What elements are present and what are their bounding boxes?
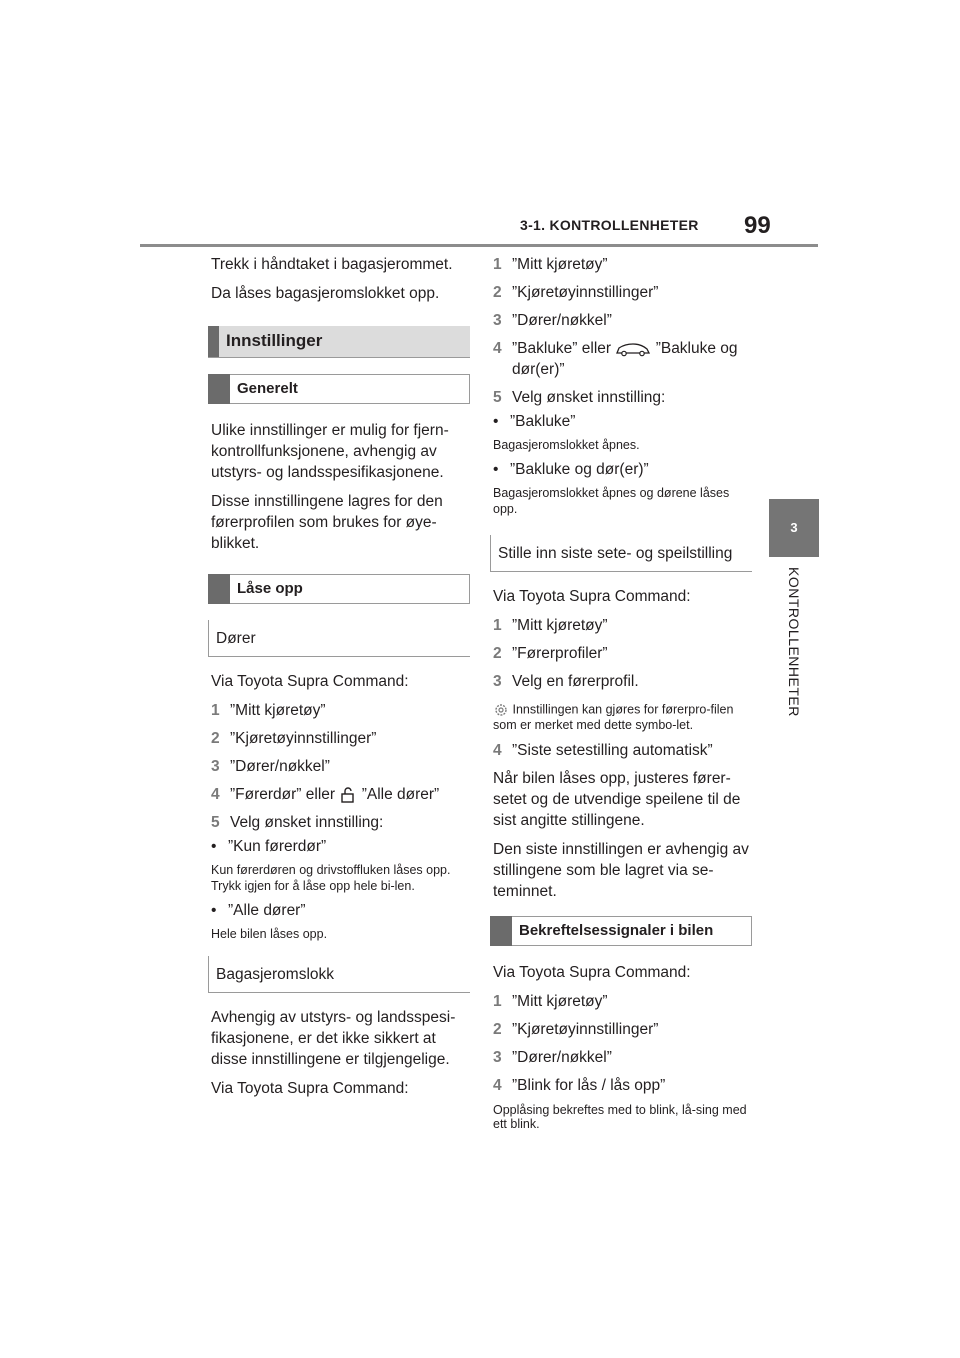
step-number: 2: [493, 1021, 502, 1038]
step-item: [211, 756, 470, 777]
bullet-dot: •: [211, 838, 217, 855]
intro-text-2: Da låses bagasjeromslokket opp.: [211, 285, 440, 302]
step-item: [211, 728, 470, 749]
intro-text-1: Trekk i håndtaket i bagasjerommet.: [211, 256, 453, 273]
subheading-generelt: [208, 374, 470, 404]
doerer-via: Via Toyota Supra Command:: [211, 673, 409, 690]
subsubheading-bagasjeromslokk: [208, 956, 470, 993]
step-item: [493, 991, 752, 1012]
subsubheading-stille: [490, 535, 752, 572]
step-text: ”Siste setestilling automatisk”: [512, 742, 713, 759]
bullet-item: [493, 411, 752, 432]
step-text-part: ”Bakluke” eller: [512, 340, 612, 357]
profile-note: [493, 702, 752, 732]
step-item: [493, 338, 752, 380]
step-item: [493, 740, 752, 761]
step-text: [512, 338, 752, 380]
stille-paragraph-2: Den siste innstillingen er avhengig av stillingene som ble lagret via se-teminnet.: [493, 841, 749, 900]
generelt-paragraph-2: Disse innstillingene lagres for den førerprofilen som brukes for øye-blikket.: [211, 493, 443, 552]
bullet-dot: •: [493, 413, 499, 430]
bullet-text: ”Kun førerdør”: [228, 838, 327, 855]
step-item: [493, 615, 752, 636]
bekreft-note: Opplåsing bekreftes med to blink, lå-sing med ett blink.: [493, 1103, 747, 1131]
subheading-text: Bekreftelsessignaler i bilen: [519, 922, 714, 939]
right-column: [490, 254, 752, 1137]
step-item: [493, 254, 752, 275]
step-number: 2: [211, 730, 220, 747]
subsubheading-text: Stille inn siste sete- og speilstilling: [498, 545, 733, 562]
heading-innstillinger: [208, 326, 470, 358]
bullet-text: ”Alle dører”: [228, 902, 306, 919]
left-column: [208, 254, 470, 1107]
step-number: 4: [493, 742, 502, 759]
step-text: ”Kjøretøyinnstillinger”: [512, 284, 659, 301]
step-item: [211, 700, 470, 721]
bullet-item: [211, 836, 470, 857]
step-text-part: ”Førerdør” eller: [230, 786, 336, 803]
step-number: 4: [211, 786, 220, 803]
step-number: 2: [493, 284, 502, 301]
subheading-text: Låse opp: [237, 580, 303, 597]
step-number: 1: [493, 256, 502, 273]
subsubheading-text: Bagasjeromslokk: [216, 966, 335, 983]
heading-text: Innstillinger: [226, 331, 323, 350]
step-number: 4: [493, 1077, 502, 1094]
subsubheading-doerer: [208, 620, 470, 657]
stille-via: Via Toyota Supra Command:: [493, 588, 691, 605]
chapter-side-label: KONTROLLENHETER: [786, 567, 802, 717]
step-number: 5: [493, 389, 502, 406]
subheading-bekreft: [490, 916, 752, 946]
step-text: ”Kjøretøyinnstillinger”: [230, 730, 377, 747]
step-number: 3: [493, 312, 502, 329]
step-number: 3: [211, 758, 220, 775]
step-item: [493, 282, 752, 303]
bullet-item: [211, 900, 470, 921]
step-text: ”Dører/nøkkel”: [512, 1049, 612, 1066]
bagasje-via: Via Toyota Supra Command:: [211, 1080, 409, 1097]
bullet-note: Bagasjeromslokket åpnes og dørene låses opp.: [493, 486, 730, 516]
step-number: 1: [211, 702, 220, 719]
page-number: 99: [744, 212, 771, 239]
step-number: 3: [493, 673, 502, 690]
stille-paragraph-1: Når bilen låses opp, justeres fører-setet og de utvendige speilene til de sist angitte stillingene.: [493, 770, 741, 829]
step-text: Velg ønsket innstilling:: [512, 389, 666, 406]
step-item: [493, 643, 752, 664]
step-text: ”Kjøretøyinnstillinger”: [512, 1021, 659, 1038]
bagasje-paragraph: Avhengig av utstyrs- og landsspesi-fikasjonene, er det ikke sikkert at disse innstillingene er tilgjengelige.: [211, 1009, 456, 1068]
gear-icon: [493, 702, 509, 718]
subheading-bar: [490, 916, 512, 946]
bullet-item: [493, 459, 752, 480]
step-text: ”Dører/nøkkel”: [230, 758, 330, 775]
profile-note-text: Innstillingen kan gjøres for førerpro-filen som er merket med dette symbo-let.: [493, 702, 734, 732]
step-item: [493, 671, 752, 692]
step-item: [493, 387, 752, 408]
subheading-text: Generelt: [237, 380, 298, 397]
bullet-note: Bagasjeromslokket åpnes.: [493, 438, 640, 452]
step-text: ”Mitt kjøretøy”: [230, 702, 326, 719]
step-number: 4: [493, 340, 502, 357]
step-text-part: ”Bakluke og dør(er)”: [512, 340, 738, 378]
step-text: [230, 784, 439, 805]
chapter-tab[interactable]: 3: [769, 499, 819, 557]
step-number: 3: [493, 1049, 502, 1066]
bullet-note: Kun førerdøren og drivstoffluken låses opp. Trykk igjen for å låse opp hele bi-len.: [211, 863, 451, 893]
step-text: Velg en førerprofil.: [512, 673, 639, 690]
bullet-text: ”Bakluke og dør(er)”: [510, 461, 649, 478]
step-item: [493, 1047, 752, 1068]
step-number: 1: [493, 993, 502, 1010]
subheading-bar: [208, 374, 230, 404]
step-number: 5: [211, 814, 220, 831]
bullet-text: ”Bakluke”: [510, 413, 576, 430]
step-text: ”Førerprofiler”: [512, 645, 608, 662]
unlock-icon: [339, 786, 357, 804]
heading-bar: [208, 326, 219, 357]
step-text: ”Mitt kjøretøy”: [512, 617, 608, 634]
subsubheading-text: Dører: [216, 630, 256, 647]
step-item: [211, 784, 470, 805]
bullet-note: Hele bilen låses opp.: [211, 927, 328, 941]
step-text-part: ”Alle dører”: [361, 786, 440, 803]
subheading-bar: [208, 574, 230, 604]
step-number: 2: [493, 645, 502, 662]
bekreft-via: Via Toyota Supra Command:: [493, 964, 691, 981]
header-rule: [140, 244, 818, 247]
step-item: [211, 812, 470, 833]
step-item: [493, 310, 752, 331]
step-text: ”Mitt kjøretøy”: [512, 256, 608, 273]
step-text: ”Blink for lås / lås opp”: [512, 1077, 666, 1094]
bullet-dot: •: [211, 902, 217, 919]
step-number: 1: [493, 617, 502, 634]
subheading-laase-opp: [208, 574, 470, 604]
step-item: [493, 1019, 752, 1040]
section-title: 3-1. KONTROLLENHETER: [520, 217, 699, 233]
step-text: ”Dører/nøkkel”: [512, 312, 612, 329]
bullet-dot: •: [493, 461, 499, 478]
generelt-paragraph-1: Ulike innstillinger er mulig for fjern-kontrollfunksjonene, avhengig av utstyrs- og landsspesifikasjonene.: [211, 422, 449, 481]
step-item: [493, 1075, 752, 1096]
step-text: ”Mitt kjøretøy”: [512, 993, 608, 1010]
step-text: Velg ønsket innstilling:: [230, 814, 384, 831]
car-icon: [615, 341, 651, 357]
